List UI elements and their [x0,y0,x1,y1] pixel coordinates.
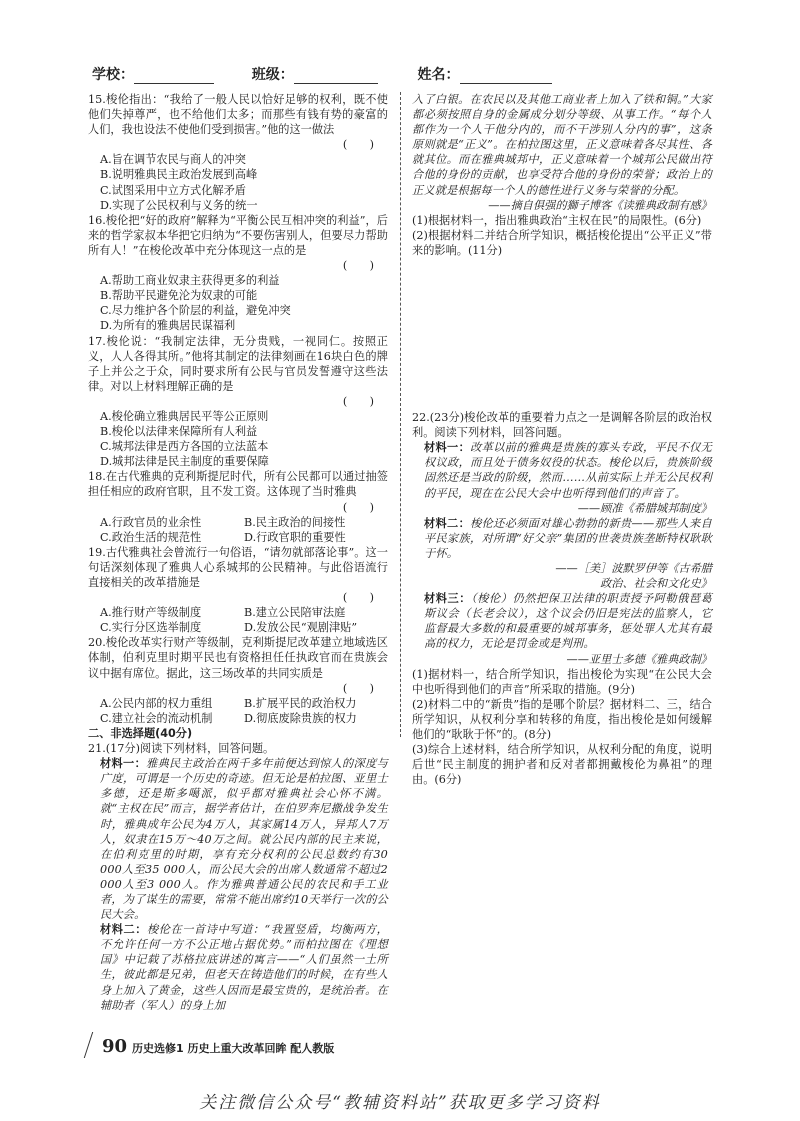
material-text: 改革以前的雅典是贵族的寡头专政，平民不仅无权议政，而且处于债务奴役的状态。梭伦以后，贵族阶级固然还是当政的阶级，然而……从前实际上并无公民权利的平民，现在在公民大会中也听得到他们的声音了。 [424,441,712,500]
answer-paren[interactable]: ( ) [342,681,374,695]
question-20 [88,635,388,726]
school-blank[interactable] [134,69,214,84]
header [92,64,552,84]
sub-question: (3)综合上述材料，结合所学知识，从权利分配的角度，说明后世“民主制度的拥护者和反对者都拥戴梭伦为鼻祖”的理由。(6分) [412,743,712,787]
answer-paren[interactable]: ( ) [342,591,374,605]
sub-question: (1)据材料一，结合所学知识，指出梭伦为实现“在公民大会中也听得到他们的声音”所采取的措施。(9分) [412,667,712,696]
material-text: 雅典民主政治在两千多年前便达到惊人的深度与广度，可谓是一个历史的奇迹。但无论是柏拉图、亚里士多德，还是斯多噶派，似乎都对雅典社会心怀不满。就“主权在民”而言，据学者估计，在伯罗奔尼撒战争发生时，雅典成年公民为4万人，其家属14万人，异邦人7万人，奴隶在15万～40万之间。就公民内部的民主来说，在伯利克里的时期，享有充分权利的公民总数约有30 000人至35 000人，而公民大会的出席人数通常不超过2 000人至3 000人。作为雅典普通公民的农民和手工业者，为了谋生的需要，常常不能出席约10天举行一次的公民大会。 [100,757,388,922]
material-source: ——摘自俱强的獅子博客《读雅典政制有感》 [488,198,712,212]
material-label: 材料三： [424,592,472,606]
option-c: C.试图采用中立方式化解矛盾 [100,183,246,197]
option-b: B.建立公民陪审法庭 [244,606,346,620]
page-number: 90 [102,1036,128,1057]
option-b: B.民主政治的间接性 [244,515,346,529]
material-source: ——［美］波默罗伊等《古希腊 [555,561,712,575]
option-c: C.建立社会的流动机制 [100,711,213,725]
option-d: D.为所有的雅典居民谋福利 [100,319,236,333]
answer-paren[interactable]: ( ) [342,259,374,273]
answer-paren[interactable]: ( ) [342,138,374,152]
option-b: B.说明雅典民主政治发展到高峰 [100,168,258,182]
question-stem: 19.古代雅典社会曾流行一句俗语，“请勿就部落论事”。这一句话深刻体现了雅典人心系城邦的公民精神。与此俗语流行直接相关的改革措施是 [88,545,388,589]
option-d: D.城邦法律是民主制度的重要保障 [100,455,269,469]
material-source: ——顾准《希腊城邦制度》 [577,501,712,515]
option-b: B.扩展平民的政治权力 [244,696,357,710]
class-label: 班级： [251,67,294,83]
right-column [412,92,712,787]
question-17 [88,334,388,470]
section-title: 二、非选择题(40分) [88,726,193,740]
material-label: 材料一： [424,441,471,455]
footer-book-title: 历史选修1 历史上重大改革回眸 配人教版 [132,1042,335,1055]
school-label: 学校： [92,67,134,83]
left-column [88,92,388,1013]
option-d: D.实现了公民权利与义务的统一 [100,198,258,212]
sub-question: (1)根据材料一，指出雅典政治“主权在民”的局限性。(6分) [412,213,702,227]
option-a: A.梭伦确立雅典居民平等公正原则 [100,409,269,423]
question-21 [88,741,388,1013]
material-source: ——亚里士多德《雅典政制》 [566,652,712,666]
answer-paren[interactable]: ( ) [342,394,374,408]
option-a: A.行政官员的业余性 [100,515,202,529]
question-15 [88,92,388,213]
option-c: C.城邦法律是西方各国的立法蓝本 [100,440,269,454]
question-stem: 18.在古代雅典的克利斯提尼时代，所有公民都可以通过抽签担任相应的政府官职，且不发工资。这体现了当时雅典 [88,470,388,499]
option-c: C.实行分区选举制度 [100,621,202,635]
question-stem: 20.梭伦改革实行财产等级制，克利斯提尼改革建立地域选区体制，伯利克里时期平民也有资格担任任执政官而在贵族会议中据有席位。据此，这三场改革的共同实质是 [88,636,388,680]
material-source: 政治、社会和文化史》 [600,577,712,591]
column-separator [400,92,401,737]
material-text: （梭伦）仍然把保卫法律的职责授予阿勒俄琶葛斯议会（长老会议），这个议会仍旧是宪法的监察人，它监督最大多数的和最重要的城邦事务，惩处罪人尤其有最高的权力，无论是罚金或是判刑。 [424,592,712,651]
question-16 [88,213,388,334]
footer-slash-decoration [84,1032,93,1058]
name-blank[interactable] [460,69,552,84]
question-22 [412,410,712,787]
option-d: D.发放公民“观剧津贴” [244,621,358,635]
option-d: D.彻底废除贵族的权力 [244,711,357,725]
option-a: A.推行财产等级制度 [100,606,202,620]
question-stem: 15.梭伦指出：“我给了一般人民以恰好足够的权利，既不使他们失掉尊严，也不给他们太多；而那些有钱有势的豪富的人们，我也设法不使他们受到损害。”他的这一做法 [88,93,388,137]
question-stem: 16.梭伦把“好的政府”解释为“平衡公民互相冲突的利益”，后来的哲学家叔本华把它归纳为“不要伤害别人，但要尽力帮助所有人！”在梭伦改革中充分体现这一点的是 [88,213,388,257]
name-label: 姓名： [417,67,460,83]
question-stem: 17.梭伦说：“我制定法律，无分贵贱，一视同仁。按照正义，人人各得其所。”他将其制定的法律刻画在16块白色的牌子上并公之于众，同时要求所有公民与官员发誓遵守这些法律。对以上材料理解正确的是 [88,334,388,393]
material-label: 材料一： [100,757,147,771]
answer-paren[interactable]: ( ) [342,500,374,514]
option-a: A.旨在调节农民与商人的冲突 [100,153,246,167]
material-label: 材料二： [100,923,148,937]
option-c: C.政治生活的规范性 [100,530,202,544]
question-19 [88,545,388,636]
question-18 [88,469,388,544]
class-blank[interactable] [294,69,378,84]
material-text-continued: 入了白银。在农民以及其他工商业者上加入了铁和铜。”大家都必须按照自身的金属成分划分等级、从事工作。“每个人都作为一个人干他分内的，而不干涉别人分内的事”，这条原则就是“正义”。在柏拉图这里，正义意味着各尽其性、各就其位。而在雅典城邦中，正义意味着一个城邦公民做出符合他的身份的贡献，也享受符合他的身份的荣誉；政治上的正义就是根据每一个人的德性进行义务与荣誉的分配。 [412,93,712,197]
material-text: 梭伦还必须面对雄心勃勃的新贵——那些人来自平民家族，对所谓“好父亲”集团的世袭贵族垄断特权耿耿于怀。 [424,516,712,560]
answer-space[interactable] [412,258,712,410]
option-a: A.公民内部的权力重组 [100,696,213,710]
option-a: A.帮助工商业奴隶主获得更多的利益 [100,274,280,288]
handwritten-note: 关注微信公众号“教辅资料站”获取更多学习资料 [199,1093,601,1113]
option-c: C.尽力维护各个阶层的利益，避免冲突 [100,304,291,318]
question-stem: 21.(17分)阅读下列材料，回答问题。 [88,742,275,756]
material-label: 材料二： [424,516,471,530]
sub-question: (2)根据材料二并结合所学知识，概括梭伦提出“公平正义”带来的影响。(11分) [412,228,712,257]
option-b: B.梭伦以法律来保障所有人利益 [100,425,258,439]
material-text: 梭伦在一首诗中写道：“我置竖盾，均衡两方，不允许任何一方不公正地占据优势。”而柏拉图在《理想国》中记载了苏格拉底讲述的寓言——“人们虽然一土所生，彼此都是兄弟，但老天在铸造他们的时候，在有些人身上加入了黄金，这些人因而是最宝贵的，是统治者。在辅助者（军人）的身上加 [100,923,388,1012]
question-stem: 22.(23分)梭伦改革的重要着力点之一是调解各阶层的政治权利。阅读下列材料，回答问题。 [412,411,712,440]
option-d: D.行政官职的重要性 [244,530,346,544]
sub-question: (2)材料二中的“新贵”指的是哪个阶层？据材料二、三，结合所学知识，从权利分享和转移的角度，指出梭伦是如何缓解他们的“耿耿于怀”的。(8分) [412,697,712,741]
option-b: B.帮助平民避免沦为奴隶的可能 [100,289,258,303]
